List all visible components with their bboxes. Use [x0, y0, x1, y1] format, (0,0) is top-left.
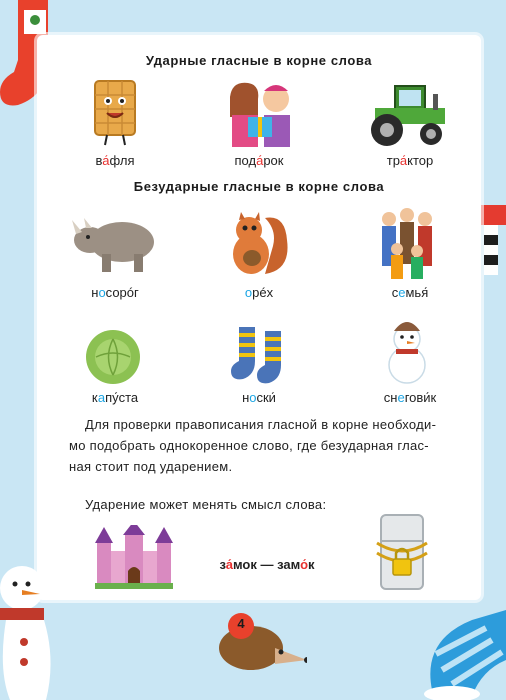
- word-podarok: пода́рок: [234, 153, 284, 168]
- rhino-icon: [72, 210, 158, 274]
- snowman-icon: [380, 317, 434, 385]
- unstressed-heading: Безударные гласные в корне слова: [133, 179, 385, 194]
- word-semya: семья́: [391, 285, 429, 300]
- word-traktor: тра́ктор: [386, 153, 434, 168]
- content-card: [37, 35, 481, 600]
- word-kapusta: капу́ста: [91, 390, 139, 405]
- word-nosorog: носорóг: [91, 285, 139, 300]
- snowman-decoration-icon: [0, 560, 60, 700]
- socks-icon: [229, 325, 291, 385]
- rule-line-2: мо подобрать однокоренное слово, где безударная глас-: [69, 438, 429, 453]
- word-orekh: орéх: [244, 285, 274, 300]
- page-number: 4: [237, 616, 245, 631]
- gift-kids-icon: [220, 77, 300, 149]
- cabbage-icon: [82, 325, 144, 385]
- family-icon: [377, 205, 437, 283]
- meaning-note: Ударение может менять смысл слова:: [85, 497, 327, 512]
- castle-icon: [95, 525, 173, 589]
- zamok-pair: за́мок — замо́к: [219, 557, 315, 572]
- waffle-icon: [89, 77, 141, 147]
- rule-paragraph: [69, 414, 469, 477]
- squirrel-nut-icon: [225, 210, 291, 278]
- stressed-heading: Ударные гласные в корне слова: [145, 53, 373, 68]
- rule-line-1: Для проверки правописания гласной в корне необходи-: [85, 417, 437, 432]
- word-snegovik: снегови́к: [383, 390, 437, 405]
- locked-fridge-icon: [375, 513, 429, 593]
- striped-hat-icon: [412, 600, 506, 700]
- word-vaflya: ва́фля: [95, 153, 135, 168]
- rule-line-3: ная стоит под ударением.: [69, 459, 233, 474]
- hedgehog-page-badge: [215, 612, 307, 672]
- word-noski: носки́: [242, 390, 276, 405]
- tractor-icon: [365, 80, 450, 148]
